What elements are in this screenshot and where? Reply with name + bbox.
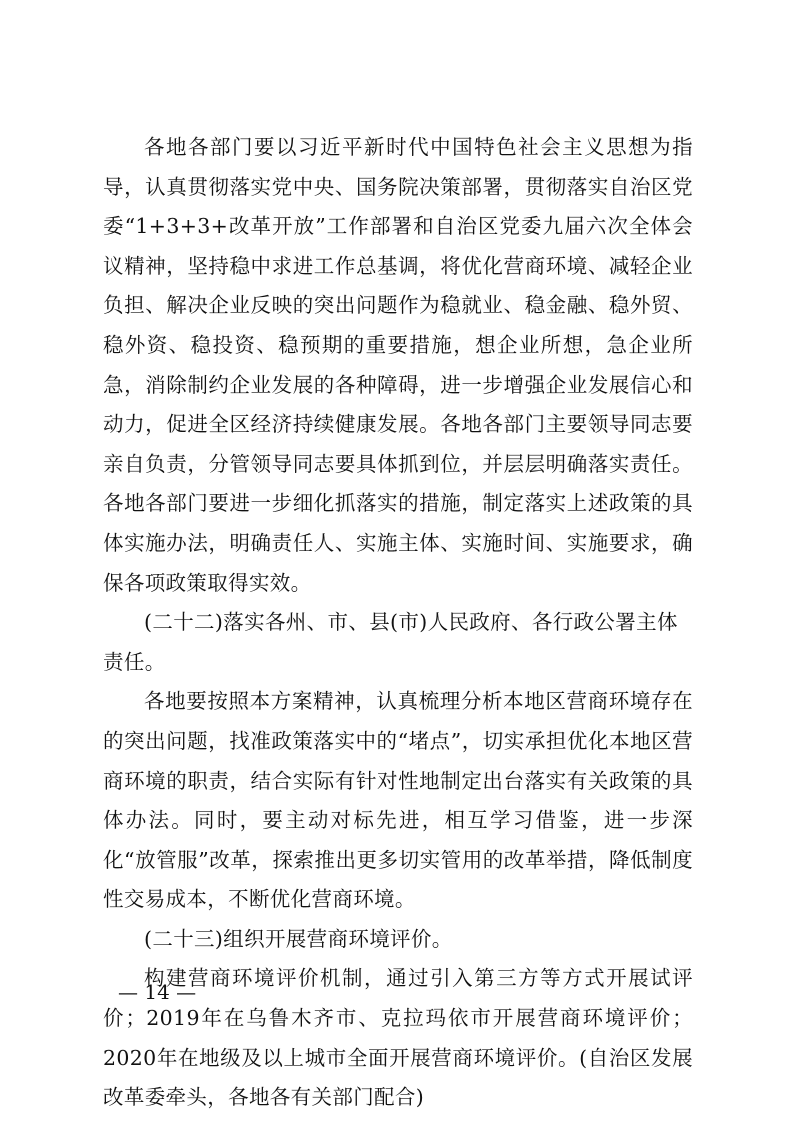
document-body [103,128,693,1118]
paragraph-implementation-requirements: 各地各部门要以习近平新时代中国特色社会主义思想为指导，认真贯彻落实党中央、国务院决策部署，贯彻落实自治区党委“1+3+3+改革开放”工作部署和自治区党委九届六次全体会议精神，坚持稳中求进工作总基调，将优化营商环境、减轻企业负担、解决企业反映的突出问题作为稳就业、稳金融、稳外贸、稳外资、稳投资、稳预期的重要措施，想企业所想，急企业所急，消除制约企业发展的各种障碍，进一步增强企业发展信心和动力，促进全区经济持续健康发展。各地各部门主要领导同志要亲自负责，分管领导同志要具体抓到位，并层层明确落实责任。各地各部门要进一步细化抓落实的措施，制定落实上述政策的具体实施办法，明确责任人、实施主体、实施时间、实施要求，确保各项政策取得实效。 [103,135,693,595]
section-heading-22: (二十二)落实各州、市、县(市)人民政府、各行政公署主体责任。 [103,610,678,674]
paragraph-evaluation-mechanism: 构建营商环境评价机制，通过引入第三方等方式开展试评价；2019年在乌鲁木齐市、克拉玛依市开展营商环境评价；2020年在地级及以上城市全面开展营商环境评价。(自治区发展改革委牵头，各地各有关部门配合) [103,966,693,1110]
page-number: — 14 — [118,980,197,1004]
paragraph-local-responsibility: 各地要按照本方案精神，认真梳理分析本地区营商环境存在的突出问题，找准政策落实中的“堵点”，切实承担优化本地区营商环境的职责，结合实际有针对性地制定出台落实有关政策的具体办法。同时，要主动对标先进，相互学习借鉴，进一步深化“放管服”改革，探索推出更多切实管用的改革举措，降低制度性交易成本，不断优化营商环境。 [103,689,693,912]
section-heading-23: (二十三)组织开展营商环境评价。 [144,926,453,951]
